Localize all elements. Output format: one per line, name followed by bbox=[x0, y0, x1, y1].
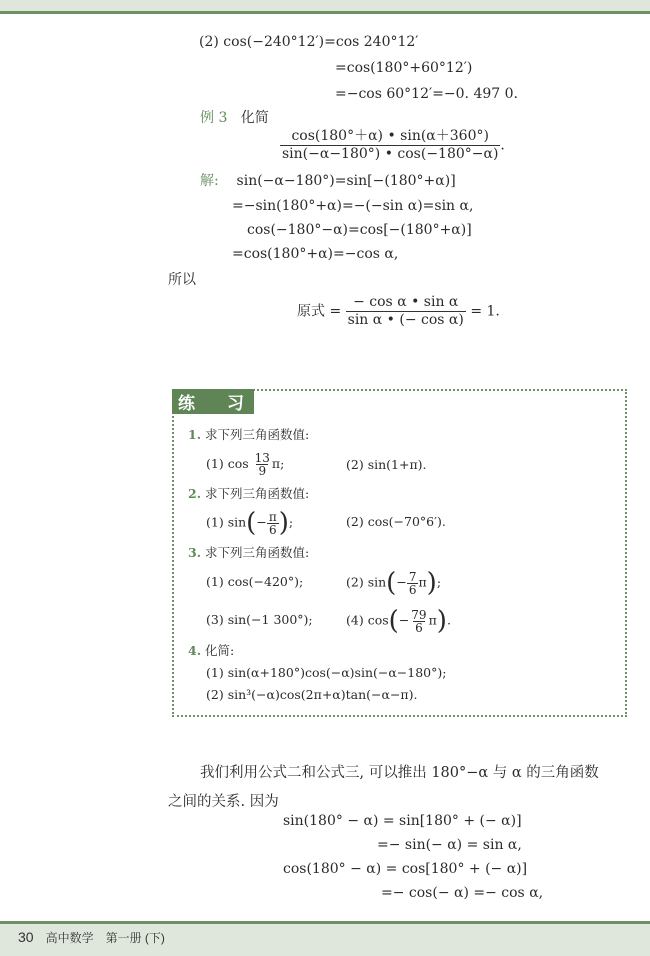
solution-step-3: cos(−180°−α)=cos[−(180°+α)] bbox=[247, 222, 472, 238]
volume-label: 第一册 (下) bbox=[105, 931, 165, 945]
exercise-title: 练 习 bbox=[172, 389, 254, 414]
solution-step-1: 解: sin(−α−180°)=sin[−(180°+α)] bbox=[200, 173, 456, 189]
example2-part2-line1: (2) cos(−240°12′)=cos 240°12′ bbox=[199, 34, 419, 50]
identity-sin: sin(180° − α) = sin[180° + (− α)] bbox=[283, 813, 522, 829]
example3-expression: $\frac{\cos(180^\circ+\alpha) • \sin(\alpha+360^\circ)}{\sin(-\alpha-180^\circ) • \cos(-180^\circ-\alpha)}$ . bbox=[282, 128, 505, 162]
exercise-q3-part4: (4) cos(− $\frac{79}{6}$ π). bbox=[346, 606, 451, 636]
exercise-q4-part1: (1) sin(α+180°)cos(−α)sin(−α−180°); bbox=[206, 665, 447, 680]
exercise-q3: 3. 求下列三角函数值: bbox=[188, 545, 310, 560]
example-task: 化简 bbox=[240, 110, 269, 126]
example2-part2-line2: =cos(180°+60°12′) bbox=[335, 60, 473, 76]
paragraph-line1: 我们利用公式二和公式三, 可以推出 180°−α 与 α 的三角函数 bbox=[200, 765, 599, 781]
solution-step-2: =−sin(180°+α)=−(−sin α)=sin α, bbox=[232, 198, 474, 214]
exercise-q2: 2. 求下列三角函数值: bbox=[188, 486, 310, 501]
exercise-q3-part3: (3) sin(−1 300°); bbox=[206, 612, 313, 627]
paragraph-line2: 之间的关系. 因为 bbox=[168, 794, 279, 810]
therefore-text: 所以 bbox=[168, 272, 196, 288]
example3-fraction: $\frac{\cos(180^\circ+\alpha) • \sin(\alpha+360^\circ)}{\sin(-\alpha-180^\circ) • \cos(-180^\circ-\alpha)}$ bbox=[282, 128, 499, 162]
header-rule bbox=[0, 11, 650, 14]
footer bbox=[18, 929, 165, 946]
exercise-q1-part2: (2) sin(1+π). bbox=[346, 457, 427, 472]
exercise-q4-part2: (2) sin³(−α)cos(2π+α)tan(−α−π). bbox=[206, 687, 418, 702]
result-fraction: $\frac{\text{− cos α • sin α}}{\text{sin α • (− cos α)}}$ bbox=[347, 294, 464, 328]
exercise-q2-part1: (1) sin(− $\frac{\pi}{6}$ ); bbox=[206, 508, 294, 538]
exercise-q3-part2: (2) sin(− $\frac{7}{6}$ π); bbox=[346, 568, 442, 598]
page-number: 30 bbox=[18, 929, 34, 945]
example3-heading bbox=[200, 109, 269, 127]
exercise-q2-part2: (2) cos(−70°6′). bbox=[346, 514, 446, 529]
identity-cos-cont: =− cos(− α) =− cos α, bbox=[381, 885, 544, 901]
solution-step-4: =cos(180°+α)=−cos α, bbox=[232, 246, 399, 262]
exercise-q1-parts: (1) cos $\frac{13}{9}$ π; bbox=[206, 451, 285, 478]
header-band bbox=[0, 0, 650, 11]
identity-sin-cont: =− sin(− α) = sin α, bbox=[377, 837, 522, 853]
exercise-q3-part1: (1) cos(−420°); bbox=[206, 574, 304, 589]
example2-part2-line3: =−cos 60°12′=−0. 497 0. bbox=[335, 86, 518, 102]
book-title: 高中数学 bbox=[45, 931, 94, 945]
solution-label: 解: bbox=[200, 173, 219, 189]
example-label: 例 3 bbox=[200, 110, 228, 126]
exercise-q4: 4. 化简: bbox=[188, 643, 235, 658]
exercise-q1: 1. 求下列三角函数值: bbox=[188, 427, 310, 442]
identity-cos: cos(180° − α) = cos[180° + (− α)] bbox=[283, 861, 528, 877]
result-equation: 原式 = $\frac{\text{− cos α • sin α}}{\text{sin α • (− cos α)}}$ = 1. bbox=[297, 294, 500, 328]
